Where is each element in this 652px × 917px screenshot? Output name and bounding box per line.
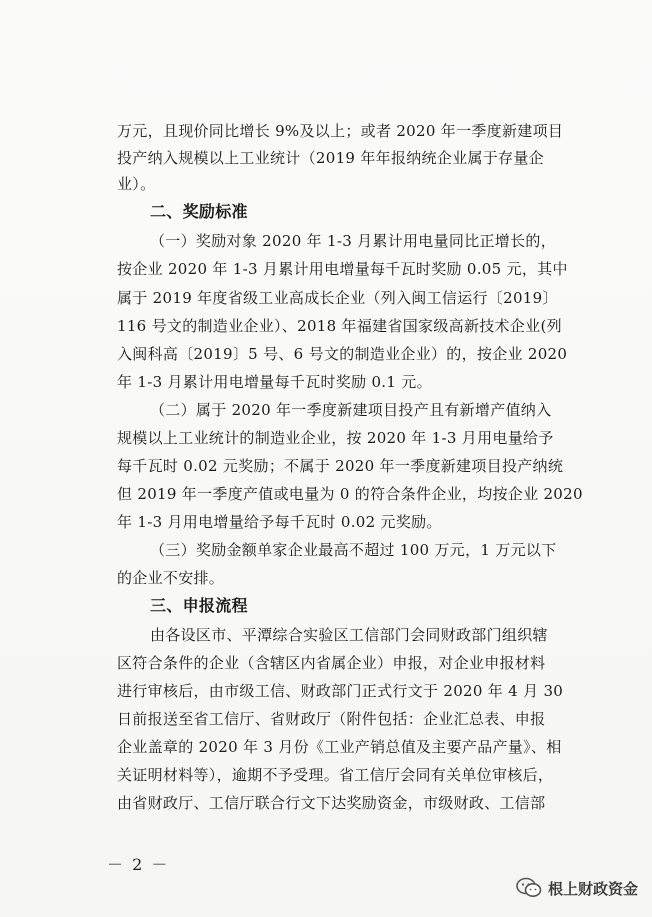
body-line: 日前报送至省工信厅、省财政厅（附件包括：企业汇总表、申报 (117, 710, 546, 728)
body-line: 关证明材料等），逾期不予受理。省工信厅会同有关单位审核后， (117, 766, 554, 784)
body-line: （三）奖励金额单家企业最高不超过 100 万元，1 万元以下 (150, 541, 557, 559)
body-line: 年 1-3 月累计用电增量每千瓦时奖励 0.1 元。 (117, 373, 432, 391)
page-number: － 2 － (107, 855, 170, 874)
watermark-text: 根上财政资金 (547, 879, 638, 898)
body-line: 企业盖章的 2020 年 3 月份《工业产销总值及主要产品产量》、相 (117, 738, 562, 756)
body-line: 按企业 2020 年 1-3 月累计用电增量每千瓦时奖励 0.05 元，其中 (117, 260, 568, 278)
body-line: 由各设区市、平潭综合实验区工信部门会同财政部门组织辖 (150, 626, 548, 644)
body-line: （一）奖励对象 2020 年 1-3 月累计用电量同比正增长的， (150, 232, 557, 250)
body-line: 区符合条件的企业（含辖区内省属企业）申报，对企业申报材料 (117, 654, 546, 672)
body-line: 但 2019 年一季度产值或电量为 0 的符合条件企业，均按企业 2020 (117, 485, 583, 503)
body-line: 116 号文的制造业企业）、2018 年福建省国家级高新技术企业(列 (117, 317, 562, 335)
body-line: 每千瓦时 0.02 元奖励；不属于 2020 年一季度新建项目投产纳统 (117, 457, 564, 475)
body-line: 的企业不安排。 (117, 569, 225, 587)
body-line: 进行审核后，由市级工信、财政部门正式行文于 2020 年 4 月 30 (117, 682, 564, 700)
body-line: 由省财政厅、工信厅联合行文下达奖励资金，市级财政、工信部 (117, 794, 546, 812)
body-line: （二）属于 2020 年一季度新建项目投产且有新增产值纳入 (150, 401, 552, 419)
section-heading: 三、申报流程 (150, 596, 248, 615)
watermark (516, 877, 638, 899)
body-line: 业）。 (117, 175, 156, 193)
body-line: 万元，且现价同比增长 9%及以上；或者 2020 年一季度新建项目 (117, 122, 564, 140)
body-line: 投产纳入规模以上工业统计（2019 年年报纳统企业属于存量企 (117, 149, 544, 167)
section-heading: 二、奖励标准 (150, 202, 248, 221)
body-line: 入闽科高〔2019〕5 号、6 号文的制造业企业）的，按企业 2020 (117, 345, 568, 363)
body-line: 规模以上工业统计的制造业企业，按 2020 年 1-3 月用电量给予 (117, 429, 554, 447)
wechat-icon (516, 877, 542, 899)
body-line: 年 1-3 月用电增量给予每千瓦时 0.02 元奖励。 (117, 513, 442, 531)
body-line: 属于 2019 年度省级工业高成长企业（列入闽工信运行〔2019〕 (117, 289, 558, 307)
